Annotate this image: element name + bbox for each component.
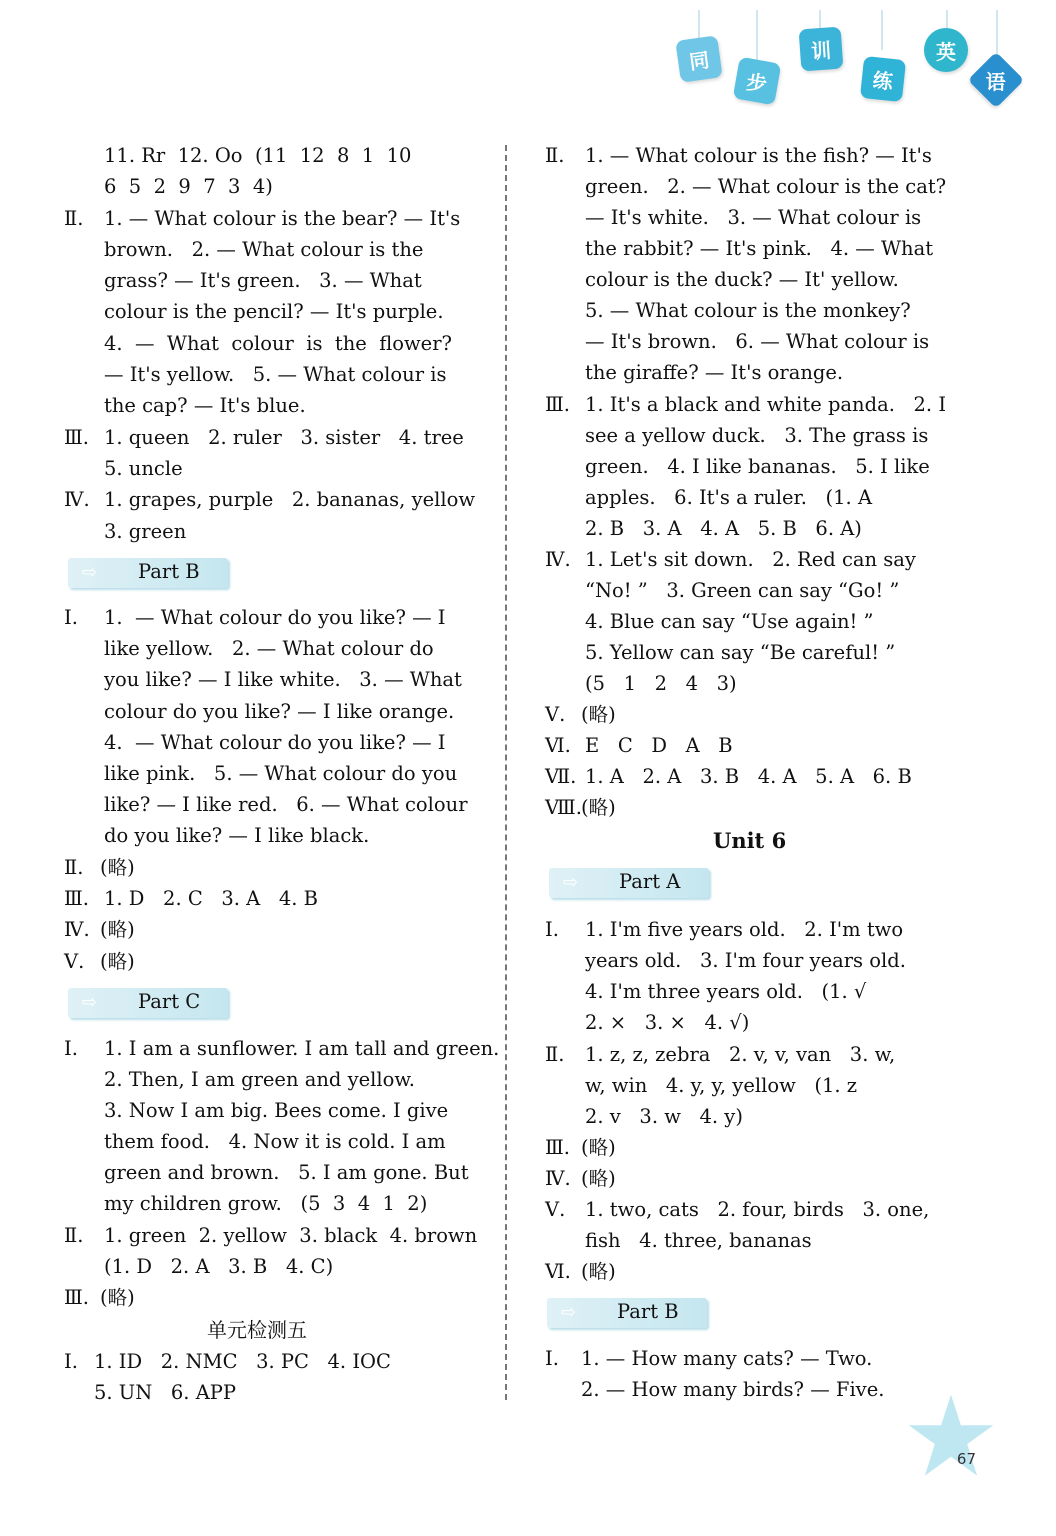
answer-line: 2. × 3. × 4. √)	[585, 1011, 750, 1034]
arrow-icon: ⇨	[563, 872, 579, 893]
answer-line: the rabbit? — It's pink. 4. — What	[585, 237, 934, 260]
answer-line: the giraffe? — It's orange.	[585, 361, 844, 384]
answer-line: them food. 4. Now it is cold. I am	[104, 1130, 446, 1153]
answer-line: like? — I like red. 6. — What colour	[104, 793, 468, 816]
answer-line: 4. Blue can say “Use again! ”	[585, 610, 874, 633]
answer-line: 4. — What colour do you like? — I	[104, 731, 446, 754]
section-numeral: Ⅱ.	[64, 856, 84, 879]
answer-line: like pink. 5. — What colour do you	[104, 762, 458, 785]
section-numeral: Ⅱ.	[64, 1224, 84, 1247]
answer-line: — It's brown. 6. — What colour is	[585, 330, 930, 353]
section-numeral: Ⅶ.	[545, 765, 577, 788]
part-label: Part B	[138, 560, 200, 583]
section-numeral: Ⅱ.	[545, 1043, 565, 1066]
answer-line: 4. — What colour is the flower?	[104, 332, 453, 355]
answer-line: 1. ID 2. NMC 3. PC 4. IOC	[94, 1350, 391, 1373]
answer-line: (略)	[581, 703, 616, 726]
answer-line: 4. I'm three years old. (1. √	[585, 980, 867, 1003]
answer-line: 2. — How many birds? — Five.	[581, 1378, 885, 1401]
answer-line: fish 4. three, bananas	[585, 1229, 812, 1252]
part-label: Part B	[617, 1300, 679, 1323]
answer-line: (略)	[581, 1136, 616, 1159]
answer-line: 6 5 2 9 7 3 4)	[104, 175, 273, 198]
answer-line: (略)	[100, 918, 135, 941]
answer-line: my children grow. (5 3 4 1 2)	[104, 1192, 428, 1215]
answer-line: 1. — What colour is the fish? — It's	[585, 144, 932, 167]
part-b-heading	[68, 558, 228, 588]
banner-string	[946, 10, 948, 30]
answer-line: — It's white. 3. — What colour is	[585, 206, 922, 229]
banner-tile-text: 语	[986, 69, 1006, 94]
arrow-icon: ⇨	[561, 1302, 577, 1323]
section-numeral: Ⅲ.	[545, 1136, 571, 1159]
section-numeral: Ⅱ.	[64, 207, 84, 230]
answer-line: 1. queen 2. ruler 3. sister 4. tree	[104, 426, 464, 449]
answer-line: 5. Yellow can say “Be careful! ”	[585, 641, 896, 664]
answer-line: (略)	[581, 796, 616, 819]
section-numeral: Ⅵ.	[545, 1260, 571, 1283]
answer-line: apples. 6. It's a ruler. (1. A	[585, 486, 873, 509]
answer-line: 1. — How many cats? — Two.	[581, 1347, 873, 1370]
part-a-heading	[549, 868, 709, 898]
test-title: 单元检测五	[207, 1318, 307, 1342]
answer-line: 2. v 3. w 4. y)	[585, 1105, 743, 1128]
answer-line: (略)	[100, 1286, 135, 1309]
answer-line: years old. 3. I'm four years old.	[585, 949, 906, 972]
part-label: Part A	[619, 870, 681, 893]
answer-line: 1. A 2. A 3. B 4. A 5. A 6. B	[585, 765, 912, 788]
answer-line: colour do you like? — I like orange.	[104, 700, 455, 723]
banner-tile	[968, 52, 1025, 109]
answer-line: brown. 2. — What colour is the	[104, 238, 424, 261]
answer-line: see a yellow duck. 3. The grass is	[585, 424, 929, 447]
section-numeral: Ⅲ.	[64, 426, 90, 449]
answer-line: 1. Let's sit down. 2. Red can say	[585, 548, 916, 571]
arrow-icon: ⇨	[82, 562, 98, 583]
answer-line: — It's yellow. 5. — What colour is	[104, 363, 447, 386]
section-numeral: Ⅱ.	[545, 144, 565, 167]
banner-tile: 英	[924, 28, 968, 72]
answer-line: (5 1 2 4 3)	[585, 672, 737, 695]
section-numeral: Ⅴ.	[545, 703, 566, 726]
section-numeral: Ⅰ.	[64, 606, 78, 629]
answer-line: like yellow. 2. — What colour do	[104, 637, 434, 660]
answer-line: 1. I am a sunflower. I am tall and green.	[104, 1037, 500, 1060]
section-numeral: Ⅰ.	[64, 1350, 78, 1373]
section-numeral: Ⅴ.	[545, 1198, 566, 1221]
section-numeral: Ⅰ.	[64, 1037, 78, 1060]
page-number: 67	[956, 1450, 976, 1468]
section-numeral: Ⅳ.	[64, 488, 90, 511]
answer-line: w, win 4. y, y, yellow (1. z	[585, 1074, 858, 1097]
answer-line: the cap? — It's blue.	[104, 394, 306, 417]
answer-line: “No! ” 3. Green can say “Go! ”	[585, 579, 900, 602]
answer-line: 1. It's a black and white panda. 2. I	[585, 393, 947, 416]
section-numeral: Ⅳ.	[545, 548, 571, 571]
answer-line: 2. B 3. A 4. A 5. B 6. A)	[585, 517, 862, 540]
answer-line: (略)	[581, 1260, 616, 1283]
part-label: Part C	[138, 990, 201, 1013]
answer-line: (1. D 2. A 3. B 4. C)	[104, 1255, 334, 1278]
answer-line: green. 2. — What colour is the cat?	[585, 175, 947, 198]
part-b-heading	[547, 1298, 707, 1328]
answer-line: 1. — What colour is the bear? — It's	[104, 207, 461, 230]
banner-tile: 同	[675, 35, 722, 82]
answer-line: green and brown. 5. I am gone. But	[104, 1161, 469, 1184]
section-numeral: Ⅵ.	[545, 734, 571, 757]
answer-line: 1. two, cats 2. four, birds 3. one,	[585, 1198, 930, 1221]
answer-line: do you like? — I like black.	[104, 824, 370, 847]
answer-line: you like? — I like white. 3. — What	[104, 668, 462, 691]
answer-line: (略)	[100, 950, 135, 973]
answer-line: 1. grapes, purple 2. bananas, yellow	[104, 488, 476, 511]
star-icon	[906, 1391, 996, 1481]
banner-string	[996, 10, 998, 60]
answer-line: 11. Rr 12. Oo (11 12 8 1 10	[104, 144, 412, 167]
answer-line: colour is the duck? — It' yellow.	[585, 268, 899, 291]
header-banner	[656, 10, 1016, 120]
answer-line: 5. uncle	[104, 457, 183, 480]
banner-tile: 步	[733, 57, 782, 106]
banner-tile: 练	[860, 56, 906, 102]
answer-line: green. 4. I like bananas. 5. I like	[585, 455, 930, 478]
answer-line: (略)	[100, 856, 135, 879]
section-numeral: Ⅳ.	[545, 1167, 571, 1190]
answer-line: 5. UN 6. APP	[94, 1381, 237, 1404]
answer-line: 1. z, z, zebra 2. v, v, van 3. w,	[585, 1043, 896, 1066]
answer-line: 1. I'm five years old. 2. I'm two	[585, 918, 904, 941]
section-numeral: Ⅲ.	[64, 1286, 90, 1309]
answer-line: E C D A B	[585, 734, 733, 757]
banner-string	[756, 10, 758, 65]
answer-line: 3. green	[104, 520, 187, 543]
arrow-icon: ⇨	[82, 992, 98, 1013]
answer-line: 1. D 2. C 3. A 4. B	[104, 887, 318, 910]
column-divider	[505, 145, 507, 1400]
section-numeral: Ⅰ.	[545, 918, 559, 941]
section-numeral: Ⅳ.	[64, 918, 90, 941]
unit-title: Unit 6	[713, 828, 787, 853]
part-c-heading	[68, 988, 228, 1018]
banner-string	[881, 10, 883, 50]
section-numeral: Ⅷ.	[545, 796, 582, 819]
answer-line: 3. Now I am big. Bees come. I give	[104, 1099, 449, 1122]
section-numeral: Ⅰ.	[545, 1347, 559, 1370]
answer-line: 1. green 2. yellow 3. black 4. brown	[104, 1224, 478, 1247]
section-numeral: Ⅴ.	[64, 950, 85, 973]
answer-line: colour is the pencil? — It's purple.	[104, 300, 444, 323]
answer-line: 5. — What colour is the monkey?	[585, 299, 911, 322]
answer-line: grass? — It's green. 3. — What	[104, 269, 422, 292]
section-numeral: Ⅲ.	[64, 887, 90, 910]
banner-tile: 训	[799, 27, 844, 72]
answer-line: (略)	[581, 1167, 616, 1190]
answer-line: 1. — What colour do you like? — I	[104, 606, 446, 629]
answer-line: 2. Then, I am green and yellow.	[104, 1068, 415, 1091]
section-numeral: Ⅲ.	[545, 393, 571, 416]
